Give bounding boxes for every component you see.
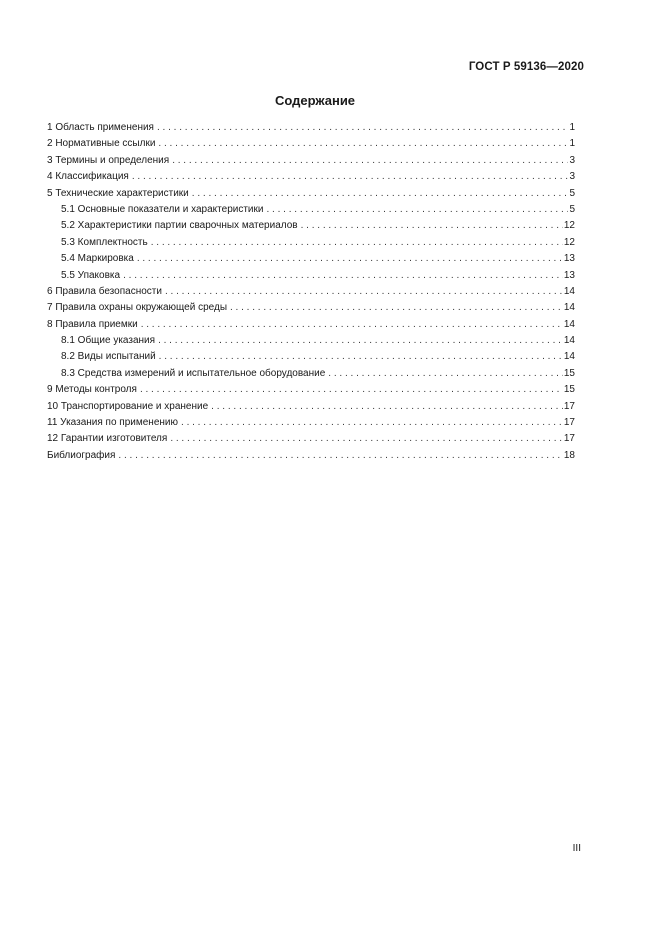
toc-entry-page: 14 (563, 335, 575, 347)
toc-entry-label: 3 Термины и определения (47, 154, 170, 166)
toc-entry-page: 15 (563, 384, 575, 396)
toc-entry-label: 7 Правила охраны окружающей среды (47, 302, 227, 314)
dot-leader (158, 333, 563, 349)
toc-entry-page: 17 (563, 433, 575, 445)
toc-entry-page: 13 (563, 269, 575, 281)
dot-leader (192, 186, 569, 202)
toc-entry[interactable] (47, 349, 575, 365)
toc-entry[interactable] (47, 202, 575, 218)
dot-leader (123, 268, 563, 284)
toc-entry-label: 8.2 Виды испытаний (61, 351, 156, 363)
toc-entry-page: 18 (563, 449, 575, 461)
toc-entry-label: 9 Методы контроля (47, 384, 137, 396)
toc-entry-page: 3 (569, 154, 575, 166)
toc-entry-page: 17 (563, 400, 575, 412)
dot-leader (141, 317, 563, 333)
dot-leader (137, 251, 563, 267)
toc-entry-page: 17 (563, 417, 575, 429)
dot-leader (118, 448, 562, 464)
toc-entry[interactable] (47, 415, 575, 431)
toc-entry[interactable] (47, 268, 575, 284)
toc-entry[interactable] (47, 251, 575, 267)
toc-entry[interactable] (47, 284, 575, 300)
toc-entry-page: 15 (563, 367, 575, 379)
toc-entry[interactable] (47, 120, 575, 136)
toc-entry-page: 14 (563, 302, 575, 314)
dot-leader (301, 218, 563, 234)
toc-entry-page: 14 (563, 351, 575, 363)
toc-entry-label: 5.5 Упаковка (61, 269, 121, 281)
page-number: III (572, 843, 581, 854)
toc-entry[interactable] (47, 235, 575, 251)
toc-entry-label: 2 Нормативные ссылки (47, 138, 156, 150)
toc-entry-page: 12 (563, 220, 575, 232)
dot-leader (165, 284, 563, 300)
toc-entry[interactable] (47, 448, 575, 464)
toc-entry[interactable] (47, 136, 575, 152)
dot-leader (170, 431, 563, 447)
toc-entry-label: 12 Гарантии изготовителя (47, 433, 168, 445)
toc-entry-page: 12 (563, 236, 575, 248)
dot-leader (181, 415, 563, 431)
toc-entry-page: 14 (563, 285, 575, 297)
toc-entry-label: 5.3 Комплектность (61, 236, 148, 248)
toc-entry-page: 13 (563, 253, 575, 265)
toc-entry-page: 3 (569, 171, 575, 183)
toc-entry-label: 5 Технические характеристики (47, 187, 189, 199)
toc-entry-label: 4 Классификация (47, 171, 129, 183)
toc-entry[interactable] (47, 382, 575, 398)
toc-entry-label: 8.1 Общие указания (61, 335, 156, 347)
toc-entry[interactable] (47, 399, 575, 415)
toc-title: Содержание (274, 93, 356, 108)
toc-entry-page: 5 (569, 203, 575, 215)
toc-entry-label: 11 Указания по применению (47, 417, 179, 429)
dot-leader (230, 300, 563, 316)
dot-leader (140, 382, 563, 398)
toc-entry-page: 5 (569, 187, 575, 199)
toc-entry-label: 8 Правила приемки (47, 318, 138, 330)
document-code: ГОСТ Р 59136—2020 (468, 61, 584, 73)
dot-leader (211, 399, 563, 415)
dot-leader (151, 235, 563, 251)
toc-entry[interactable] (47, 218, 575, 234)
toc-entry-label: 5.2 Характеристики партии сварочных материалов (61, 220, 298, 232)
dot-leader (159, 349, 563, 365)
dot-leader (266, 202, 568, 218)
toc-entry-label: Библиография (47, 449, 116, 461)
toc-entry-label: 5.4 Маркировка (61, 253, 134, 265)
table-of-contents (47, 120, 575, 464)
toc-entry-label: 1 Область применения (47, 122, 154, 133)
toc-entry[interactable] (47, 317, 575, 333)
toc-entry-label: 6 Правила безопасности (47, 285, 162, 297)
dot-leader (328, 366, 563, 382)
dot-leader (172, 153, 568, 169)
toc-entry[interactable] (47, 300, 575, 316)
toc-entry[interactable] (47, 431, 575, 447)
toc-entry-label: 5.1 Основные показатели и характеристики (61, 203, 264, 215)
toc-entry[interactable] (47, 169, 575, 185)
toc-entry[interactable] (47, 186, 575, 202)
dot-leader (158, 136, 568, 152)
toc-entry-page: 1 (569, 138, 575, 150)
toc-entry[interactable] (47, 366, 575, 382)
toc-entry-page: 1 (569, 122, 575, 133)
toc-entry[interactable] (47, 153, 575, 169)
dot-leader (157, 120, 568, 136)
dot-leader (132, 169, 569, 185)
toc-entry-label: 10 Транспортирование и хранение (47, 400, 209, 412)
toc-entry[interactable] (47, 333, 575, 349)
toc-entry-label: 8.3 Средства измерений и испытательное оборудование (61, 367, 326, 379)
toc-entry-page: 14 (563, 318, 575, 330)
